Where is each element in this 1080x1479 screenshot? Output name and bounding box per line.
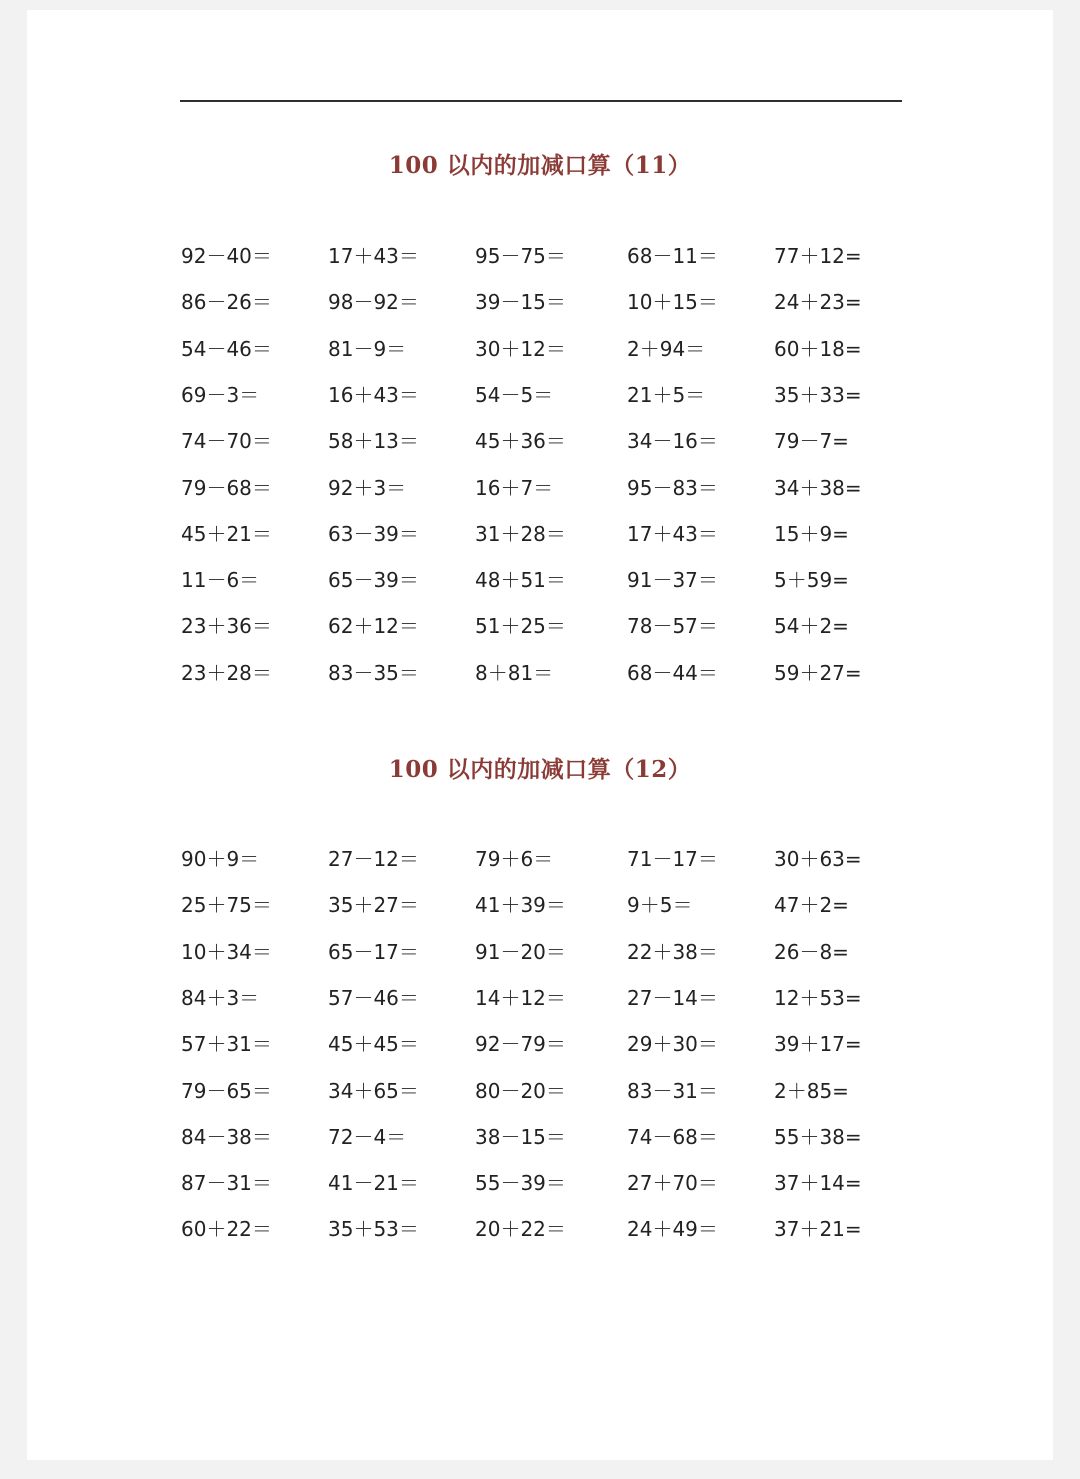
arithmetic-problem: 5＋59= (774, 568, 849, 593)
arithmetic-problem: 55－39＝ (475, 1171, 566, 1196)
arithmetic-problem: 17＋43＝ (627, 521, 718, 546)
arithmetic-problem: 68－44＝ (627, 660, 718, 685)
arithmetic-problem: 55＋38= (774, 1124, 862, 1149)
arithmetic-problem: 8＋81＝ (475, 660, 554, 685)
arithmetic-problem: 77＋12= (774, 244, 862, 268)
arithmetic-problem: 74－70＝ (181, 429, 272, 454)
arithmetic-problem: 27＋70＝ (627, 1171, 718, 1196)
arithmetic-problem: 16＋43＝ (328, 382, 419, 407)
arithmetic-problem: 35＋33= (774, 382, 862, 407)
arithmetic-problem: 30＋12＝ (475, 336, 566, 361)
arithmetic-problem: 78－57＝ (627, 614, 718, 639)
arithmetic-problem: 95－83＝ (627, 475, 718, 500)
arithmetic-problem: 16＋7＝ (475, 475, 554, 500)
arithmetic-problem: 62＋12＝ (328, 614, 419, 639)
arithmetic-problem: 37＋21= (774, 1217, 862, 1242)
arithmetic-problem: 30＋63= (774, 847, 862, 871)
arithmetic-problem: 57－46＝ (328, 985, 419, 1010)
arithmetic-problem: 98－92＝ (328, 290, 419, 315)
arithmetic-problem: 2＋94＝ (627, 336, 706, 361)
arithmetic-problem: 91－20＝ (475, 939, 566, 964)
arithmetic-problem: 54－5＝ (475, 382, 554, 407)
arithmetic-problem: 23＋36＝ (181, 614, 272, 639)
arithmetic-problem: 86－26＝ (181, 290, 272, 315)
arithmetic-problem: 10＋34＝ (181, 939, 272, 964)
arithmetic-problem: 54－46＝ (181, 336, 272, 361)
arithmetic-problem: 63－39＝ (328, 521, 419, 546)
arithmetic-problem: 65－39＝ (328, 568, 419, 593)
section-title-12: 100 以内的加减口算（12） (388, 756, 692, 783)
arithmetic-problem: 83－35＝ (328, 660, 419, 685)
arithmetic-problem: 47＋2= (774, 893, 849, 918)
arithmetic-problem: 95－75＝ (475, 244, 566, 268)
arithmetic-problem: 14＋12＝ (475, 985, 566, 1010)
arithmetic-problem: 34＋38= (774, 475, 862, 500)
arithmetic-problem: 48＋51＝ (475, 568, 566, 593)
arithmetic-problem: 45＋36＝ (475, 429, 566, 454)
arithmetic-problem: 65－17＝ (328, 939, 419, 964)
arithmetic-problem: 29＋30＝ (627, 1032, 718, 1057)
arithmetic-problem: 60＋18= (774, 336, 862, 361)
arithmetic-problem: 27－14＝ (627, 985, 718, 1010)
arithmetic-problem: 21＋5＝ (627, 382, 706, 407)
arithmetic-problem: 79－65＝ (181, 1078, 272, 1103)
arithmetic-problem: 51＋25＝ (475, 614, 566, 639)
arithmetic-problem: 39＋17= (774, 1032, 862, 1057)
arithmetic-problem: 54＋2= (774, 614, 849, 639)
arithmetic-problem: 11－6＝ (181, 568, 260, 593)
arithmetic-problem: 92－40＝ (181, 244, 272, 268)
arithmetic-problem: 9＋5＝ (627, 893, 693, 918)
arithmetic-problem: 45＋45＝ (328, 1032, 419, 1057)
arithmetic-problem: 58＋13＝ (328, 429, 419, 454)
arithmetic-problem: 17＋43＝ (328, 244, 419, 268)
arithmetic-problem: 24＋49＝ (627, 1217, 718, 1242)
arithmetic-problem: 60＋22＝ (181, 1217, 272, 1242)
arithmetic-problem: 38－15＝ (475, 1124, 566, 1149)
arithmetic-problem: 91－37＝ (627, 568, 718, 593)
arithmetic-problem: 27－12＝ (328, 847, 419, 871)
arithmetic-problem: 15＋9= (774, 521, 849, 546)
arithmetic-problem: 35＋53＝ (328, 1217, 419, 1242)
arithmetic-problem: 87－31＝ (181, 1171, 272, 1196)
arithmetic-problem: 92－79＝ (475, 1032, 566, 1057)
section-title-11: 100 以内的加减口算（11） (388, 152, 692, 179)
arithmetic-problem: 34－16＝ (627, 429, 718, 454)
arithmetic-problem: 81－9＝ (328, 336, 407, 361)
arithmetic-problem: 31＋28＝ (475, 521, 566, 546)
arithmetic-problem: 22＋38＝ (627, 939, 718, 964)
arithmetic-problem: 84－38＝ (181, 1124, 272, 1149)
arithmetic-problem: 79＋6＝ (475, 847, 554, 871)
arithmetic-problem: 90＋9＝ (181, 847, 260, 871)
arithmetic-problem: 41－21＝ (328, 1171, 419, 1196)
arithmetic-problem: 24＋23= (774, 290, 862, 315)
document-page (27, 10, 1053, 1460)
arithmetic-problem: 25＋75＝ (181, 893, 272, 918)
arithmetic-problem: 23＋28＝ (181, 660, 272, 685)
arithmetic-problem: 83－31＝ (627, 1078, 718, 1103)
arithmetic-problem: 79－7= (774, 429, 849, 454)
arithmetic-problem: 12＋53= (774, 985, 862, 1010)
arithmetic-problem: 26－8= (774, 939, 849, 964)
arithmetic-problem: 39－15＝ (475, 290, 566, 315)
arithmetic-problem: 45＋21＝ (181, 521, 272, 546)
arithmetic-problem: 69－3＝ (181, 382, 260, 407)
arithmetic-problem: 92＋3＝ (328, 475, 407, 500)
arithmetic-problem: 41＋39＝ (475, 893, 566, 918)
arithmetic-problem: 57＋31＝ (181, 1032, 272, 1057)
arithmetic-problem: 72－4＝ (328, 1124, 407, 1149)
arithmetic-problem: 71－17＝ (627, 847, 718, 871)
arithmetic-problem: 10＋15＝ (627, 290, 718, 315)
arithmetic-problem: 79－68＝ (181, 475, 272, 500)
arithmetic-problem: 74－68＝ (627, 1124, 718, 1149)
arithmetic-problem: 37＋14= (774, 1171, 862, 1196)
arithmetic-problem: 2＋85= (774, 1078, 849, 1103)
arithmetic-problem: 68－11＝ (627, 244, 718, 268)
arithmetic-problem: 59＋27= (774, 660, 862, 685)
arithmetic-problem: 80－20＝ (475, 1078, 566, 1103)
arithmetic-problem: 84＋3＝ (181, 985, 260, 1010)
header-rule (180, 100, 902, 102)
arithmetic-problem: 20＋22＝ (475, 1217, 566, 1242)
arithmetic-problem: 35＋27＝ (328, 893, 419, 918)
arithmetic-problem: 34＋65＝ (328, 1078, 419, 1103)
